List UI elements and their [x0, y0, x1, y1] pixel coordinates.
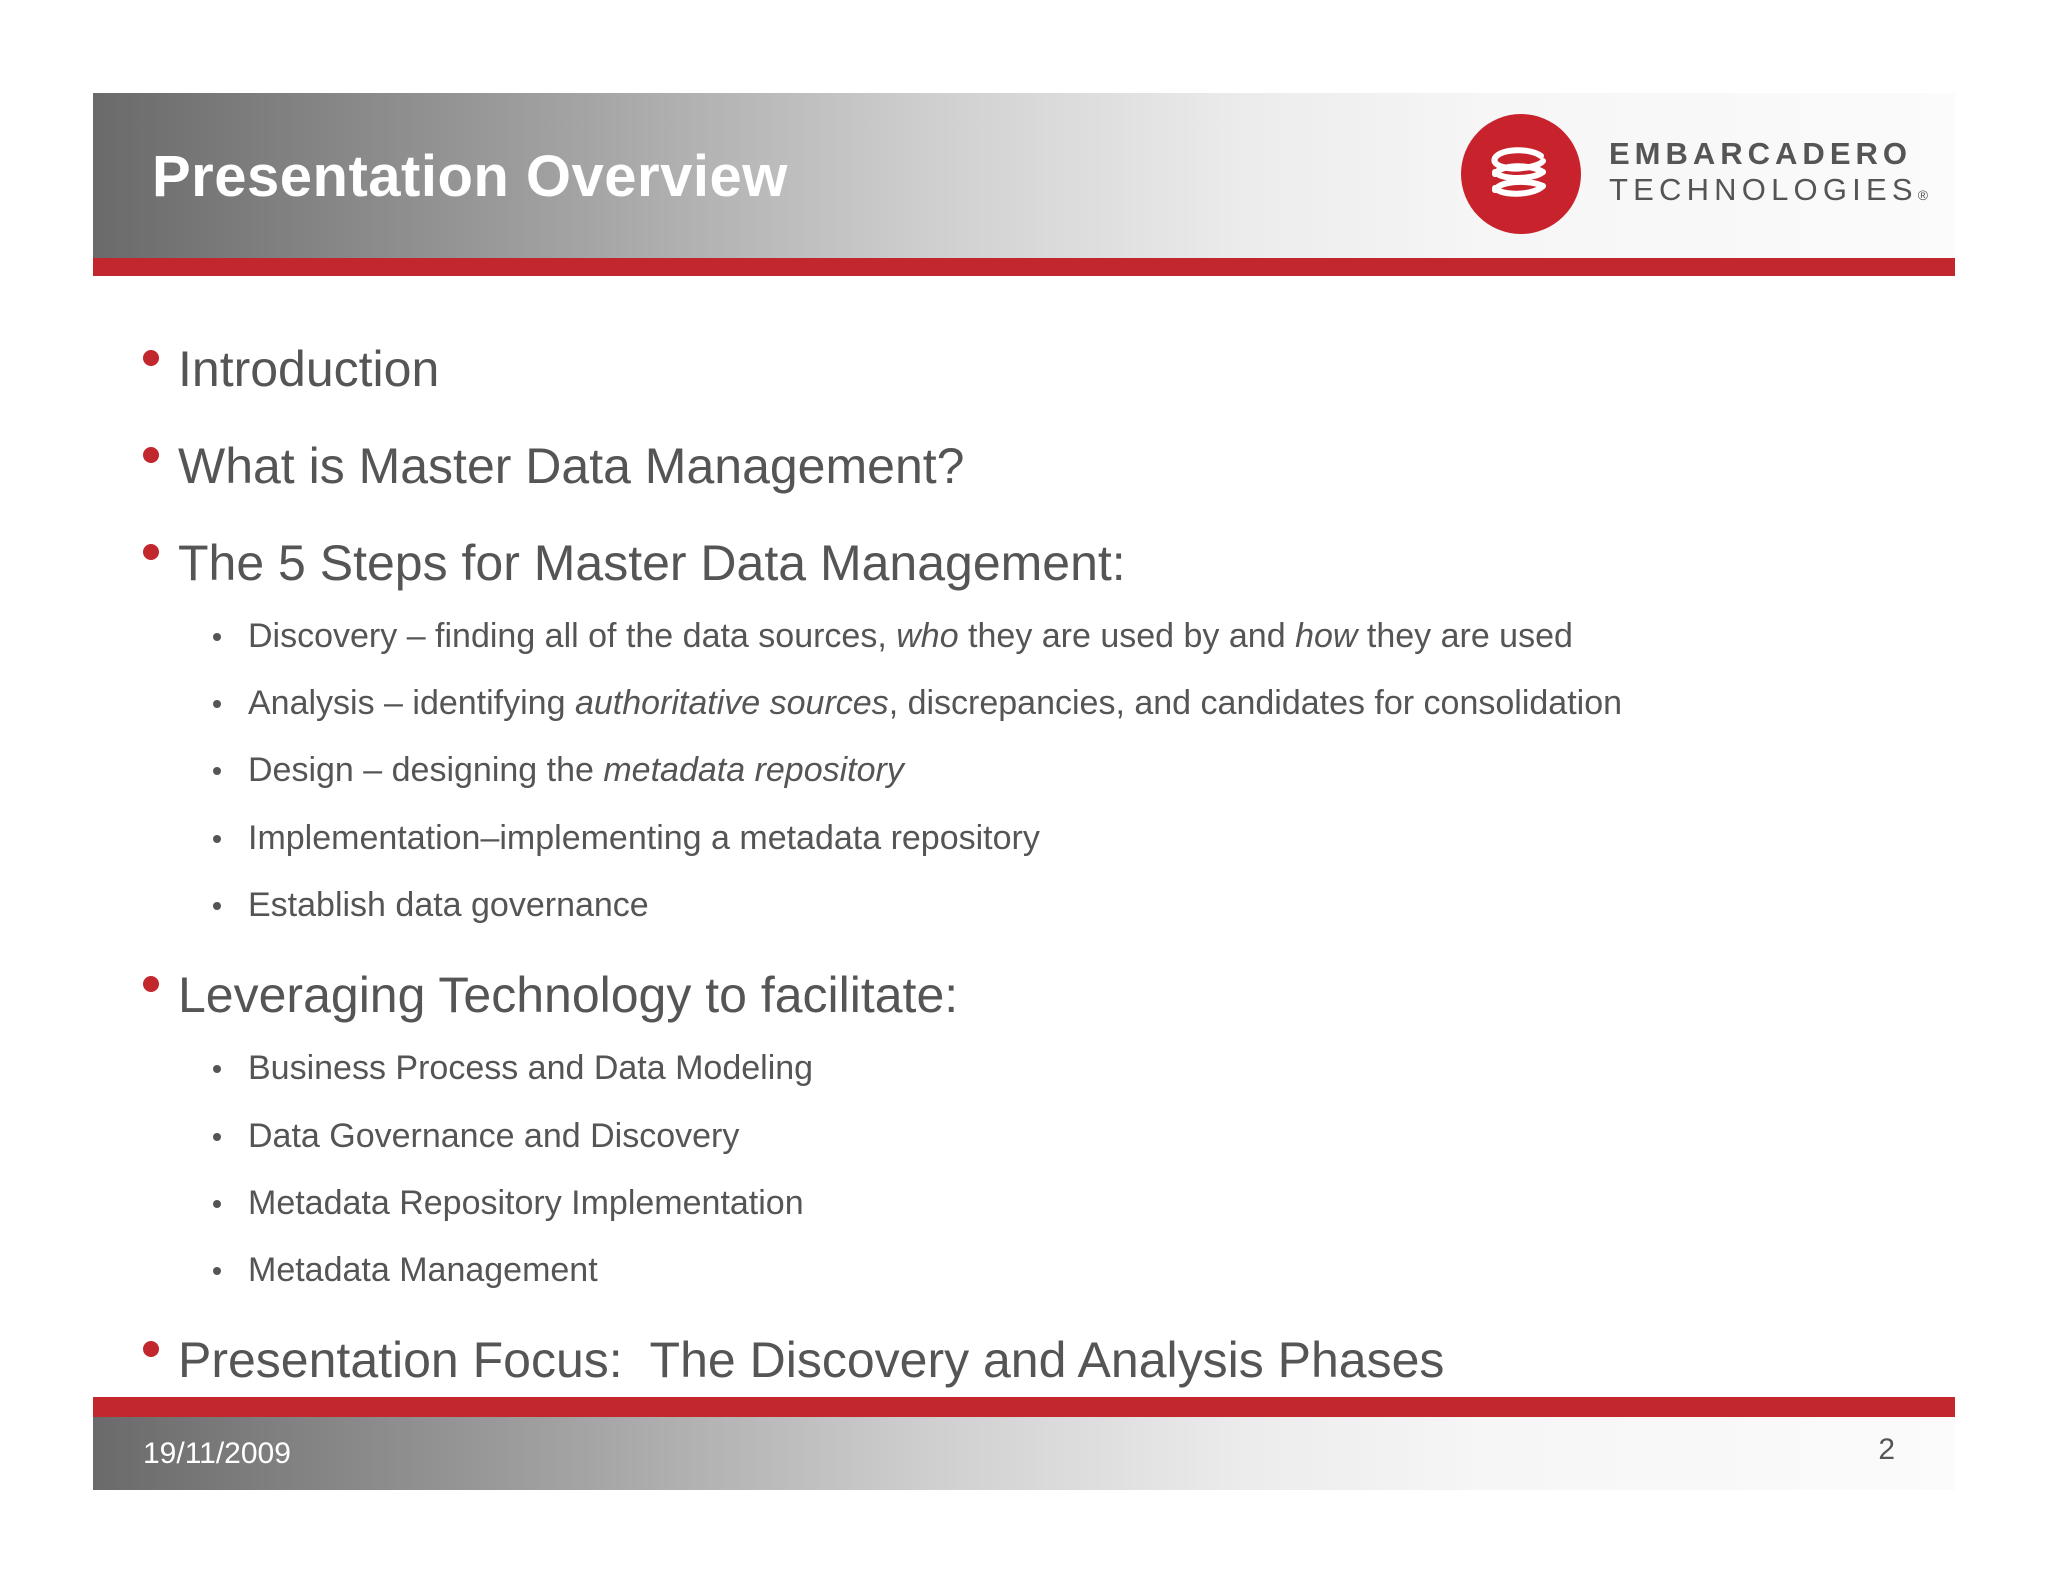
footer-red-bar: [93, 1397, 1955, 1417]
slide-title: Presentation Overview: [152, 144, 788, 209]
red-bullet-icon: [143, 1341, 159, 1357]
gray-bullet-icon: [213, 902, 221, 910]
gray-bullet-icon: [213, 1267, 221, 1275]
gray-bullet-icon: [213, 1200, 221, 1208]
red-bullet-icon: [143, 447, 159, 463]
registered-mark: ®: [1917, 187, 1929, 203]
gray-bullet-icon: [213, 700, 221, 708]
slide: Presentation Overview EMBARCADERO TECHNOLOGIES® Introduction What is Master Data Management? The 5 Steps for Master Data Management: Discovery – finding all of the data sources, who they are used by and how they are used Analysis – identifying authoritative sources, discrepancies, and candidates for consolidation Design – designing the metadata repository Implementation–implementing a metadata repository Establish data governance Leveraging Technology to facilitate: Business Process and Data Modeling Data Governance and Discovery Metadata Repository Implementation Metadata Management Presentation Focus: The Discovery and Analysis Phases 19/11/2009 2: [93, 93, 1955, 1490]
red-bullet-icon: [143, 976, 159, 992]
logo-wordmark-line1: EMBARCADERO: [1609, 136, 1912, 171]
slide-footer: [93, 1417, 1955, 1490]
logo-wordmark-line2: TECHNOLOGIES®: [1609, 172, 1929, 207]
header-red-bar: [93, 258, 1955, 276]
gray-bullet-icon: [213, 1065, 221, 1073]
gray-bullet-icon: [213, 1133, 221, 1141]
database-logo-icon: [1461, 114, 1581, 234]
red-bullet-icon: [143, 544, 159, 560]
gray-bullet-icon: [213, 633, 221, 641]
embarcadero-logo: [1461, 114, 1961, 239]
red-bullet-icon: [143, 350, 159, 366]
gray-bullet-icon: [213, 835, 221, 843]
page-number: 2: [1878, 1433, 1895, 1466]
gray-bullet-icon: [213, 767, 221, 775]
slide-header: [93, 93, 1955, 258]
footer-date: 19/11/2009: [143, 1437, 291, 1470]
